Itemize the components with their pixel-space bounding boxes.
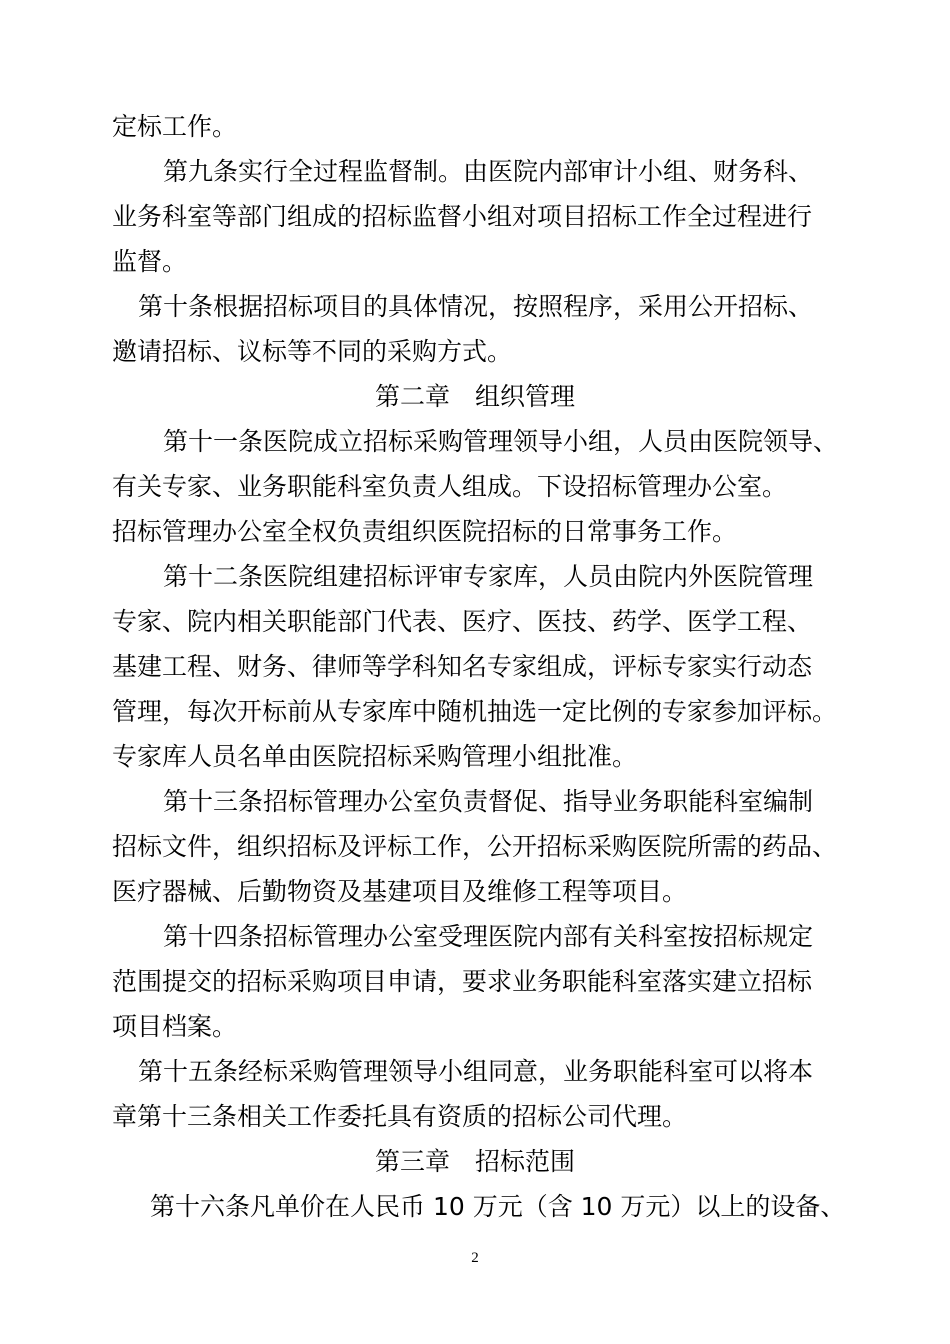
text-line: 医疗器械、后勤物资及基建项目及维修工程等项目。 [112, 877, 688, 906]
text-line: 第十四条招标管理办公室受理医院内部有关科室按招标规定 [163, 922, 814, 951]
text-line: 第九条实行全过程监督制。由医院内部审计小组、财务科、 [163, 157, 814, 186]
text-line: 基建工程、财务、律师等学科知名专家组成，评标专家实行动态 [112, 652, 813, 681]
text-line: 章第十三条相关工作委托具有资质的招标公司代理。 [112, 1102, 688, 1131]
text-line: 第十五条经标采购管理领导小组同意，业务职能科室可以将本 [138, 1057, 814, 1086]
text-line: 邀请招标、议标等不同的采购方式。 [112, 337, 513, 366]
text-line: 招标文件，组织招标及评标工作，公开招标采购医院所需的药品、 [112, 832, 838, 861]
text-line: 第十三条招标管理办公室负责督促、指导业务职能科室编制 [163, 787, 814, 816]
text-line: 第十一条医院成立招标采购管理领导小组，人员由医院领导、 [163, 427, 839, 456]
text-line: 专家、院内相关职能部门代表、医疗、医技、药学、医学工程、 [112, 607, 813, 636]
text-line: 有关专家、业务职能科室负责人组成。下设招标管理办公室。 [112, 472, 788, 501]
text-line: 第十条根据招标项目的具体情况，按照程序，采用公开招标、 [138, 292, 814, 321]
chapter-heading: 第二章 组织管理 [374, 382, 575, 411]
page-number: 2 [471, 1250, 479, 1266]
text-line: 范围提交的招标采购项目申请，要求业务职能科室落实建立招标 [112, 967, 813, 996]
text-line: 监督。 [112, 247, 188, 276]
text-line: 专家库人员名单由医院招标采购管理小组批准。 [112, 742, 638, 771]
text-line: 招标管理办公室全权负责组织医院招标的日常事务工作。 [112, 517, 738, 546]
chapter-heading: 第三章 招标范围 [374, 1147, 575, 1176]
text-line: 第十二条医院组建招标评审专家库，人员由院内外医院管理 [163, 562, 814, 591]
text-line: 定标工作。 [112, 112, 238, 141]
text-line: 业务科室等部门组成的招标监督小组对项目招标工作全过程进行 [112, 202, 813, 231]
text-line: 第十六条凡单价在人民币 10 万元（含 10 万元）以上的设备、 [150, 1192, 846, 1221]
text-line: 管理，每次开标前从专家库中随机抽选一定比例的专家参加评标。 [112, 697, 838, 726]
text-line: 项目档案。 [112, 1012, 238, 1041]
